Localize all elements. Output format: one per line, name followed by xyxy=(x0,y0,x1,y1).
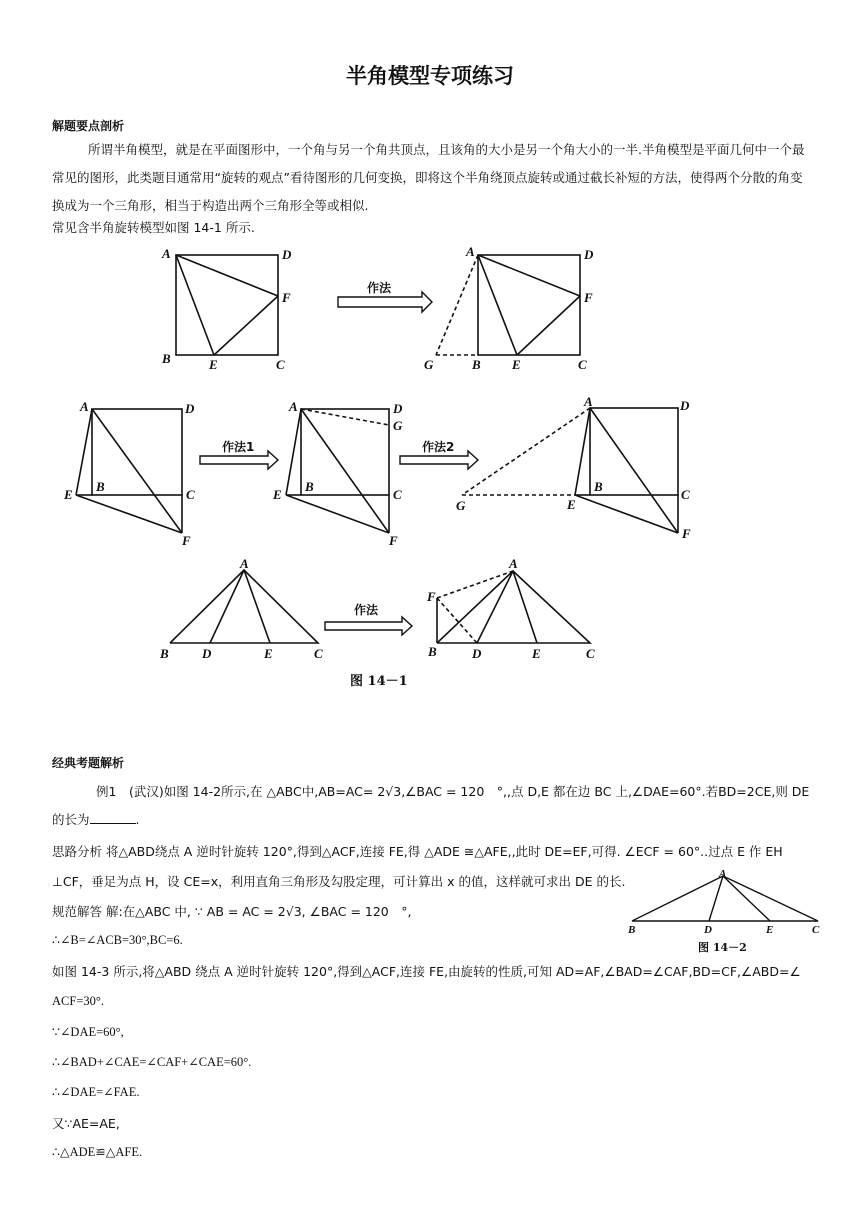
section-heading-examples: 经典考题解析 xyxy=(52,756,125,770)
label-e: E xyxy=(567,497,576,512)
label-a: A xyxy=(80,399,89,414)
square-abcd-5 xyxy=(462,408,678,533)
label-c: C xyxy=(681,487,690,502)
label-d: D xyxy=(282,247,292,262)
solution-line-1: 规范解答 解:在△ABC 中, ∵ AB = AC = 2√3, ∠BAC = 120 °, xyxy=(52,904,412,919)
label-a: A xyxy=(162,246,171,261)
arrow-method-1 xyxy=(338,292,432,312)
example-line-1: 例1 (武汉)如图 14-2所示,在 △ABC中,AB=AC= 2√3,∠BAC = 120 °,,点 D,E 都在边 BC 上,∠DAE=60°.若BD=2CE,则 DE xyxy=(96,784,810,799)
label-b: B xyxy=(162,351,171,366)
label-a: A xyxy=(719,868,727,880)
label-a: A xyxy=(509,556,518,571)
step-3: ∵∠DAE=60°, xyxy=(52,1025,124,1039)
label-c: C xyxy=(586,646,595,661)
intro-paragraph: 所谓半角模型，就是在平面图形中，一个角与另一个角共顶点，且该角的大小是另一个角大小的一半.半角模型是平面几何中一个最常见的图形，此类题目通常用“旋转的观点”看待图形的几何变换，即将这个半角绕顶点旋转或通过截长补短的方法，使得两个分散的角变换成为一个三角形，相当于构造出两个三角形全等或相似. xyxy=(52,142,805,213)
label-e: E xyxy=(512,357,521,372)
step-2-cont: ACF=30°. xyxy=(52,994,104,1008)
label-c: C xyxy=(812,924,820,936)
label-c: C xyxy=(578,357,587,372)
figure-14-2 xyxy=(620,866,830,956)
label-e: E xyxy=(532,646,541,661)
step-7: ∴△ADE≌△AFE. xyxy=(52,1145,143,1159)
figure-caption: 图 14－2 xyxy=(698,941,747,954)
label-d: D xyxy=(704,924,712,936)
label-f: F xyxy=(584,290,593,305)
answer-blank xyxy=(90,811,136,824)
label-a: A xyxy=(240,556,249,571)
label-c: C xyxy=(276,357,285,372)
step-1: ∴∠B=∠ACB=30°,BC=6. xyxy=(52,933,183,947)
label-d: D xyxy=(185,401,195,416)
label-c: C xyxy=(314,646,323,661)
label-b: B xyxy=(594,479,603,494)
figure-intro-text: 常见含半角旋转模型如图 14-1 所示. xyxy=(52,220,255,235)
square-abcd-3 xyxy=(76,409,182,533)
label-f: F xyxy=(682,526,691,541)
label-e: E xyxy=(264,646,273,661)
square-abcd-2 xyxy=(436,255,580,355)
label-e: E xyxy=(64,487,73,502)
label-f: F xyxy=(182,533,191,548)
label-g: G xyxy=(424,357,434,372)
example-text: 的长为 xyxy=(52,812,90,827)
page-title: 半角模型专项练习 xyxy=(346,64,514,88)
example-line-2 xyxy=(52,810,140,828)
label-b: B xyxy=(305,479,314,494)
label-d: D xyxy=(472,646,482,661)
analysis-line-2: ⊥CF，垂足为点 H，设 CE=x，利用直角三角形及勾股定理，可计算出 x 的值，这样就可求出 DE 的长. xyxy=(52,874,626,889)
arrow-method-c xyxy=(325,617,412,635)
label-f: F xyxy=(389,533,398,548)
step-4: ∴∠BAD+∠CAE=∠CAF+∠CAE=60°. xyxy=(52,1055,252,1069)
label-c: C xyxy=(186,487,195,502)
arrow-label: 作法1 xyxy=(222,440,255,454)
label-d: D xyxy=(680,398,690,413)
label-d: D xyxy=(584,247,594,262)
label-b: B xyxy=(628,924,636,936)
label-c: C xyxy=(393,487,402,502)
label-g: G xyxy=(456,498,466,513)
step-6: 又∵AE=AE, xyxy=(52,1116,120,1131)
arrow-label: 作法 xyxy=(354,603,379,617)
label-e: E xyxy=(766,924,774,936)
arrow-label: 作法 xyxy=(367,281,392,295)
step-5: ∴∠DAE=∠FAE. xyxy=(52,1085,140,1099)
step-2: 如图 14-3 所示,将△ABD 绕点 A 逆时针旋转 120°,得到△ACF,连接 FE,由旋转的性质,可知 AD=AF,∠BAD=∠CAF,BD=CF,∠ABD=∠ xyxy=(52,964,801,979)
label-e: E xyxy=(209,357,218,372)
triangle-abc-1 xyxy=(170,570,318,643)
square-abcd-4 xyxy=(286,409,389,533)
square-abcd-1 xyxy=(176,255,278,355)
label-b: B xyxy=(160,646,169,661)
label-b: B xyxy=(472,357,481,372)
label-g: G xyxy=(393,418,403,433)
label-f: F xyxy=(427,589,436,604)
example-period: . xyxy=(135,812,140,827)
label-a: A xyxy=(289,399,298,414)
label-a: A xyxy=(584,394,593,409)
arrow-label: 作法2 xyxy=(422,440,455,454)
label-d: D xyxy=(202,646,212,661)
label-f: F xyxy=(282,290,291,305)
triangle-abc-2 xyxy=(437,571,590,643)
label-b: B xyxy=(96,479,105,494)
figure-caption: 图 14－1 xyxy=(350,674,408,689)
section-heading-analysis: 解题要点剖析 xyxy=(52,119,125,133)
label-d: D xyxy=(393,401,403,416)
label-e: E xyxy=(273,487,282,502)
label-a: A xyxy=(466,244,475,259)
label-b: B xyxy=(428,644,437,659)
analysis-line-1: 思路分析 将△ABD绕点 A 逆时针旋转 120°,得到△ACF,连接 FE,得 △ADE ≅△AFE,,此时 DE=EF,可得. ∠ECF = 60°..过点 E 作 EH xyxy=(52,844,783,859)
